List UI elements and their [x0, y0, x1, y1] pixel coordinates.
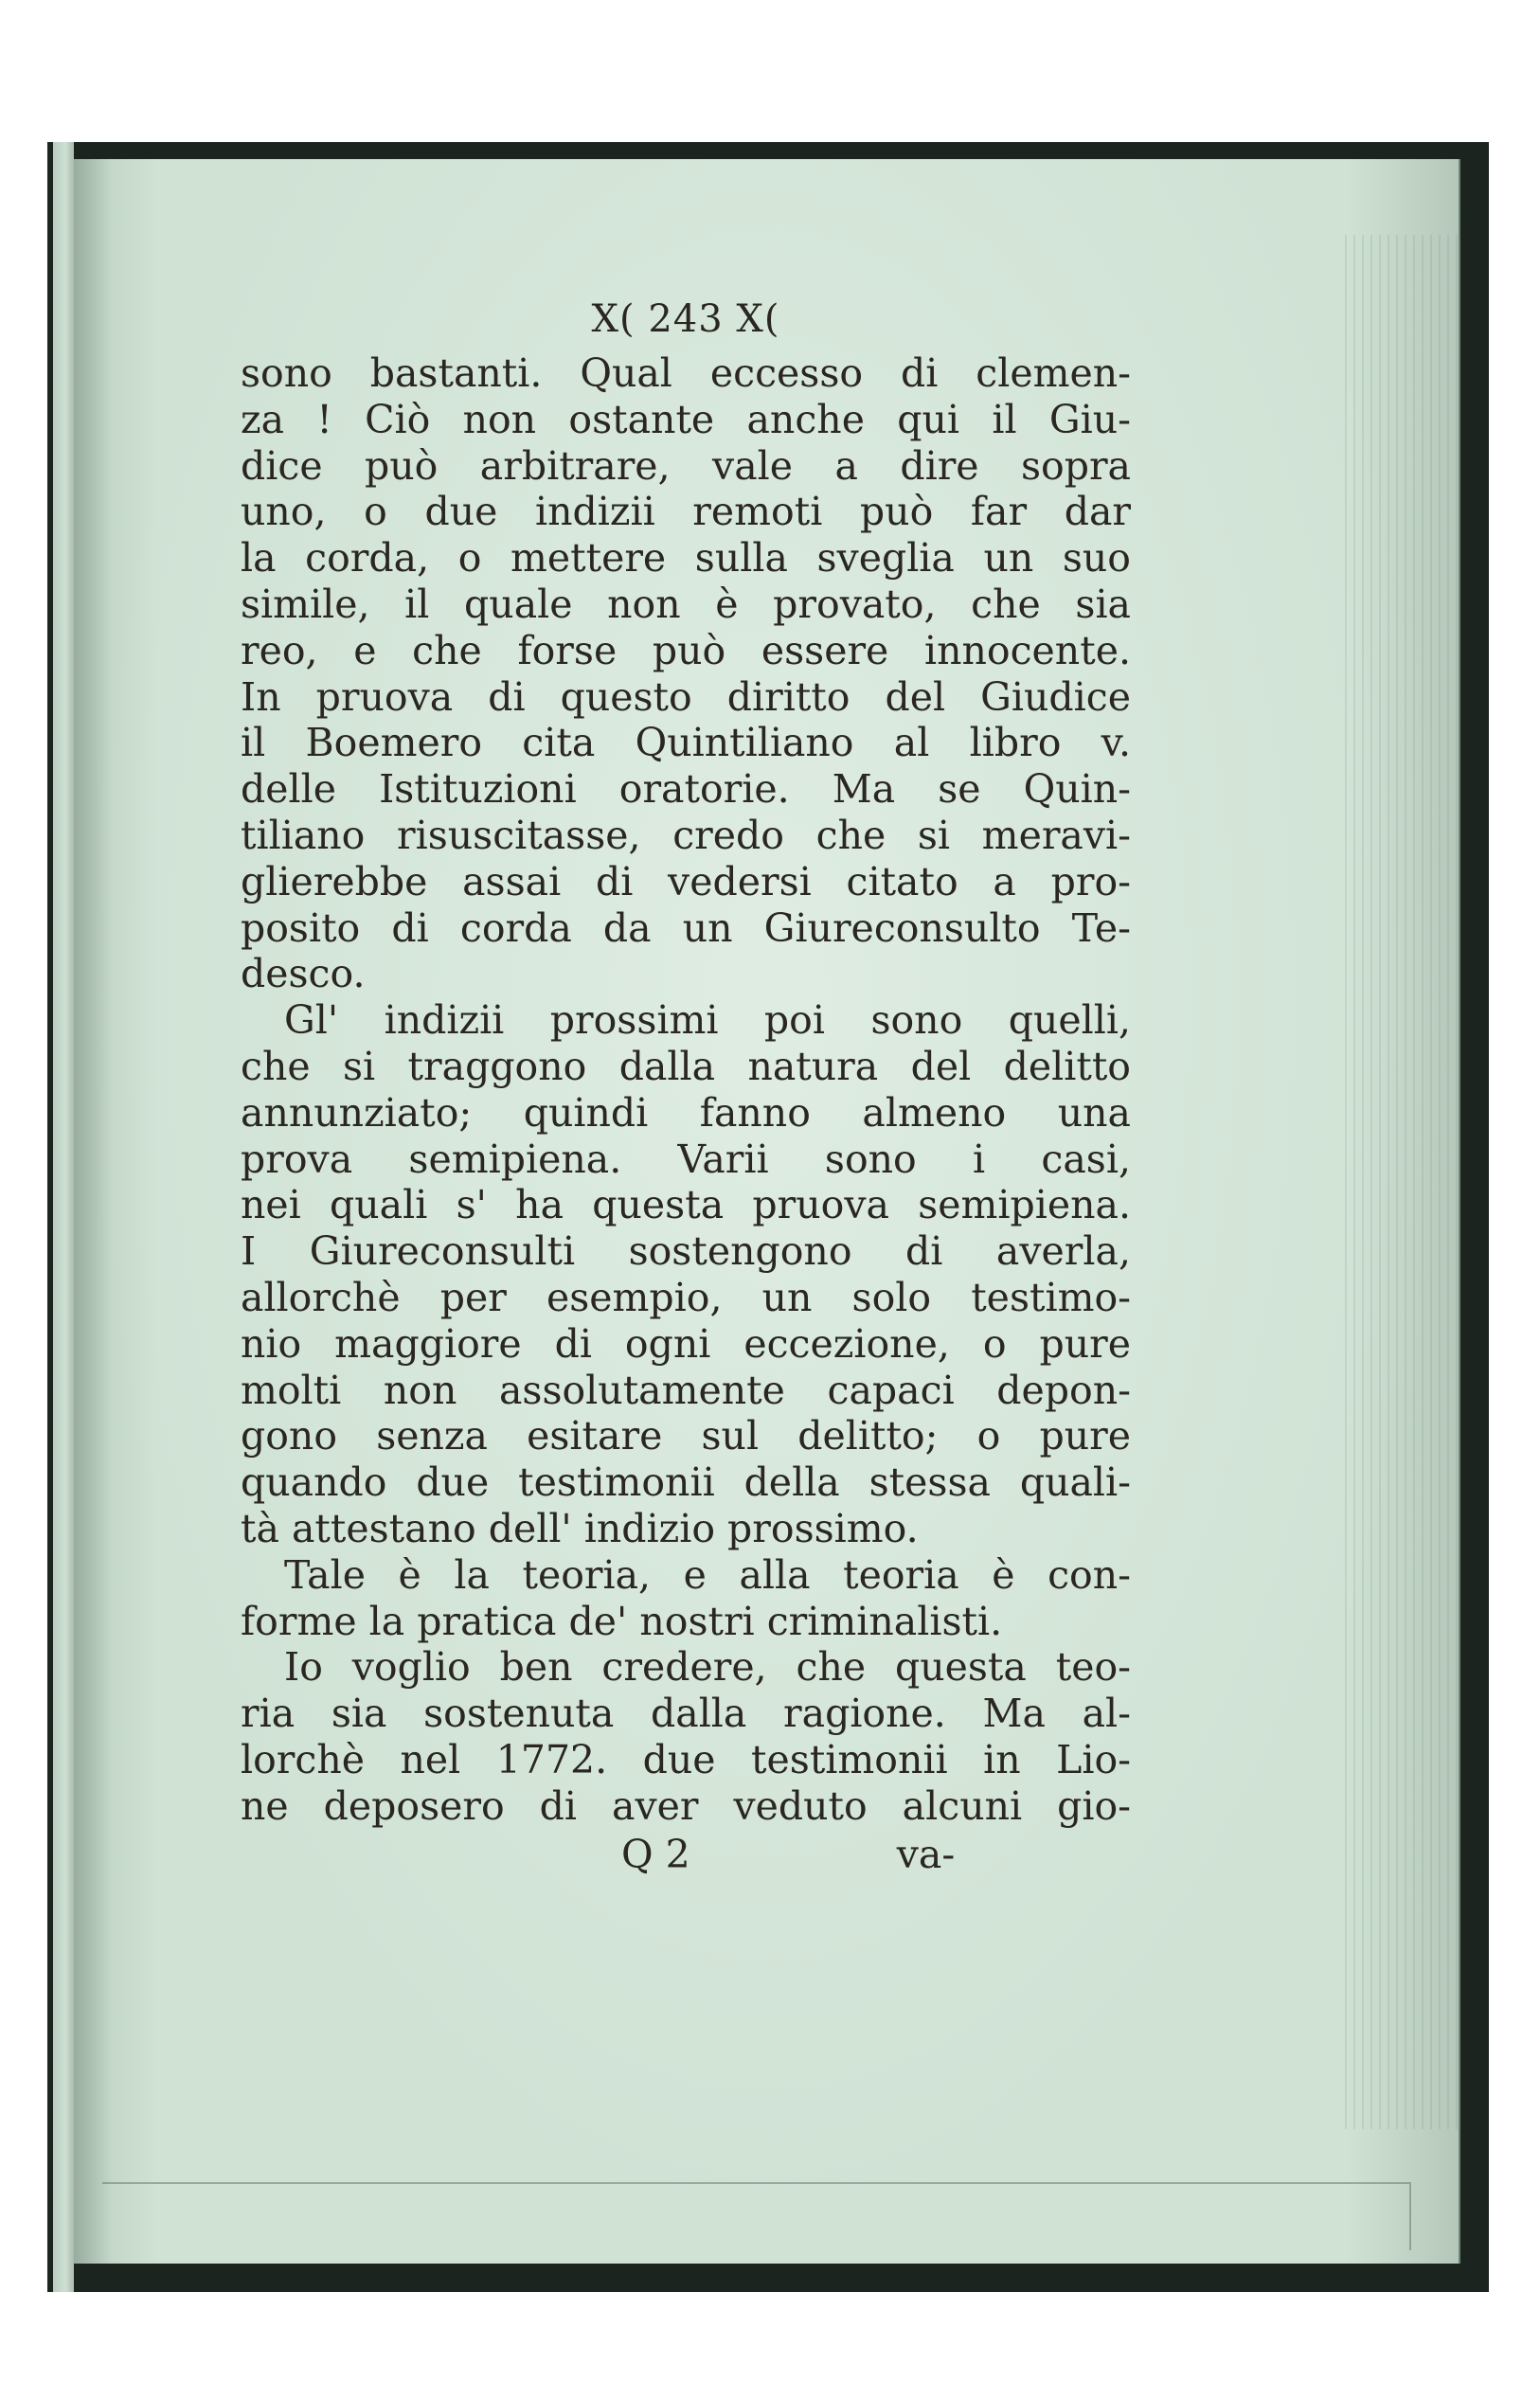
page-header: X( 243 X( — [591, 297, 780, 341]
text-line: sono bastanti. Qual eccesso di clemen- — [241, 350, 1131, 396]
text-line: uno, o due indizii remoti può far dar — [241, 489, 1131, 535]
facing-page-edge — [53, 142, 74, 2292]
page-footer — [241, 1832, 1131, 1878]
text-line: reo, e che forse può essere innocente. — [241, 627, 1131, 673]
text-line: Gl' indizii prossimi poi sono quelli, — [284, 997, 1131, 1044]
page-edge-leaves — [1345, 235, 1459, 2129]
text-line: molti non assolutamente capaci depon- — [241, 1367, 1131, 1413]
text-line: ne deposero di aver veduto alcuni gio- — [241, 1782, 1131, 1829]
text-line: I Giureconsulti sostengono di averla, — [241, 1228, 1131, 1275]
underlying-leaf-edge — [102, 2182, 1411, 2250]
text-line: za ! Ciò non ostante anche qui il Giu- — [241, 396, 1131, 442]
text-line: tà attestano dell' indizio prossimo. — [241, 1505, 919, 1551]
text-line: tiliano risuscitasse, credo che si meravi- — [241, 812, 1131, 858]
text-line: prova semipiena. Varii sono i casi, — [241, 1136, 1131, 1182]
text-line: la corda, o mettere sulla sveglia un suo — [241, 535, 1131, 582]
paragraph-3 — [241, 1552, 1131, 1645]
paragraph-1 — [241, 350, 1131, 997]
paragraph-4 — [241, 1644, 1131, 1829]
text-line: annunziato; quindi fanno almeno una — [241, 1089, 1131, 1136]
text-line: allorchè per esempio, un solo testimo- — [241, 1274, 1131, 1320]
text-line: dice può arbitrare, vale a dire sopra — [241, 442, 1131, 489]
text-line: lorchè nel 1772. due testimonii in Lio- — [241, 1736, 1131, 1782]
page-text-block — [241, 295, 1131, 1877]
text-line: gono senza esitare sul delitto; o pure — [241, 1413, 1131, 1459]
text-line: glierebbe assai di vedersi citato a pro- — [241, 858, 1131, 904]
signature-mark: Q 2 — [621, 1831, 690, 1877]
text-line: simile, il quale non è provato, che sia — [241, 581, 1131, 627]
text-line: quando due testimonii della stessa quali- — [241, 1459, 1131, 1506]
text-line: nio maggiore di ogni eccezione, o pure — [241, 1320, 1131, 1367]
text-line: il Boemero cita Quintiliano al libro v. — [241, 720, 1131, 766]
text-line: che si traggono dalla natura del delitto — [241, 1043, 1131, 1089]
text-line: desco. — [241, 951, 366, 997]
text-line: nei quali s' ha questa pruova semipiena. — [241, 1182, 1131, 1228]
text-line: Io voglio ben credere, che questa teo- — [284, 1644, 1131, 1691]
text-line: Tale è la teoria, e alla teoria è con- — [284, 1551, 1131, 1598]
binding-fold-shadow — [74, 159, 112, 2264]
catchword: va- — [896, 1831, 956, 1877]
text-line: posito di corda da un Giureconsulto Te- — [241, 904, 1131, 951]
text-line: forme la pratica de' nostri criminalisti. — [241, 1598, 1003, 1644]
text-line: In pruova di questo diritto del Giudice — [241, 673, 1131, 720]
paragraph-2 — [241, 997, 1131, 1552]
text-line: delle Istituzioni oratorie. Ma se Quin- — [241, 766, 1131, 813]
text-line: ria sia sostenuta dalla ragione. Ma al- — [241, 1691, 1131, 1737]
